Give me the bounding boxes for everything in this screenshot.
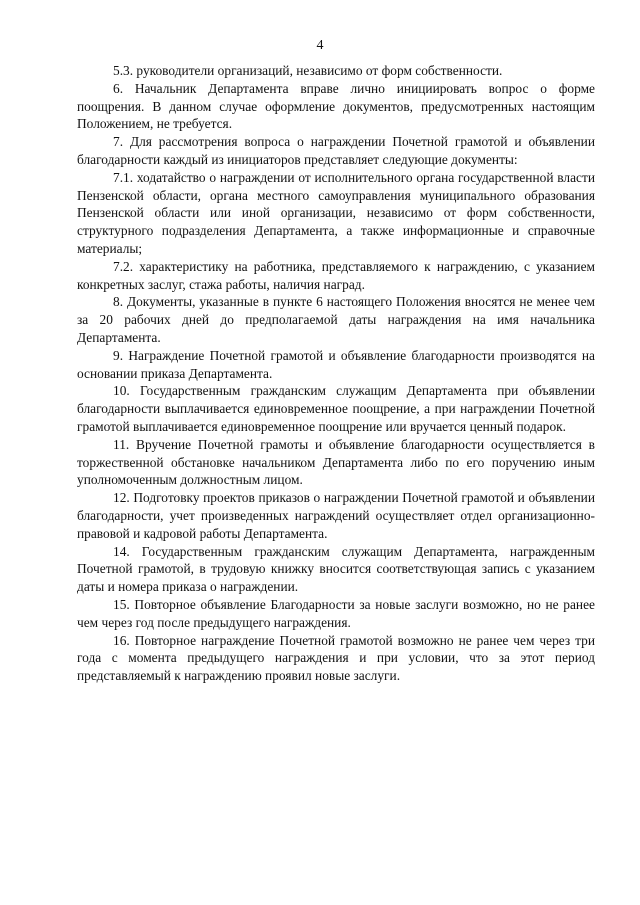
paragraph-11: 11. Вручение Почетной грамоты и объявление благодарности осуществляется в торжественной обстановке начальником Департамента либо по его поручению иным уполномоченным должностным лицом.	[77, 436, 595, 488]
page-number: 4	[316, 38, 324, 53]
paragraph-9: 9. Награждение Почетной грамотой и объявление благодарности производятся на основании приказа Департамента.	[77, 347, 595, 381]
paragraph-5-3: 5.3. руководители организаций, независимо от форм собственности.	[113, 63, 503, 78]
paragraph-7: 7. Для рассмотрения вопроса о награждении Почетной грамотой и объявлении благодарности каждый из инициаторов представляет следующие документы:	[77, 134, 595, 167]
paragraph-15: 15. Повторное объявление Благодарности за новые заслуги возможно, но не ранее чем через год после предыдущего награждения.	[77, 596, 595, 630]
paragraph-14: 14. Государственным гражданским служащим Департамента, награжденным Почетной грамотой, в трудовую книжку вносится соответствующая запись с указанием даты и номера приказа о награждении.	[77, 543, 595, 595]
paragraph-6: 6. Начальник Департамента вправе лично инициировать вопрос о форме поощрения. В данном случае оформление документов, предусмотренных настоящим Положением, не требуется.	[77, 80, 595, 132]
document-body	[77, 62, 595, 685]
paragraph-12: 12. Подготовку проектов приказов о награждении Почетной грамотой и объявлении благодарности, учет произведенных награждений осуществляет отдел организационно-правовой и кадровой работы Департамента.	[77, 490, 595, 541]
paragraph-7-2: 7.2. характеристику на работника, представляемого к награждению, с указанием конкретных заслуг, стажа работы, наличия наград.	[77, 258, 595, 292]
paragraph-7-1: 7.1. ходатайство о награждении от исполнительного органа государственной власти Пензенской области, органа местного самоуправления муниципального образования Пензенской области или иной организации, независимо от форм собственности, структурного подразделения Департамента, а также информационные и справочные материалы;	[77, 169, 595, 256]
paragraph-10: 10. Государственным гражданским служащим Департамента при объявлении благодарности выплачивается единовременное поощрение, а при награждении Почетной грамотой выплачивается единовременное поощрение или вручается ценный подарок.	[77, 383, 595, 434]
paragraph-8: 8. Документы, указанные в пункте 6 настоящего Положения вносятся не менее чем за 20 рабочих дней до предполагаемой даты награждения на имя начальника Департамента.	[77, 294, 595, 345]
paragraph-16: 16. Повторное награждение Почетной грамотой возможно не ранее чем через три года с момента предыдущего награждения и при условии, что за этот период представляемый к награждению проявил новые заслуги.	[77, 632, 595, 684]
